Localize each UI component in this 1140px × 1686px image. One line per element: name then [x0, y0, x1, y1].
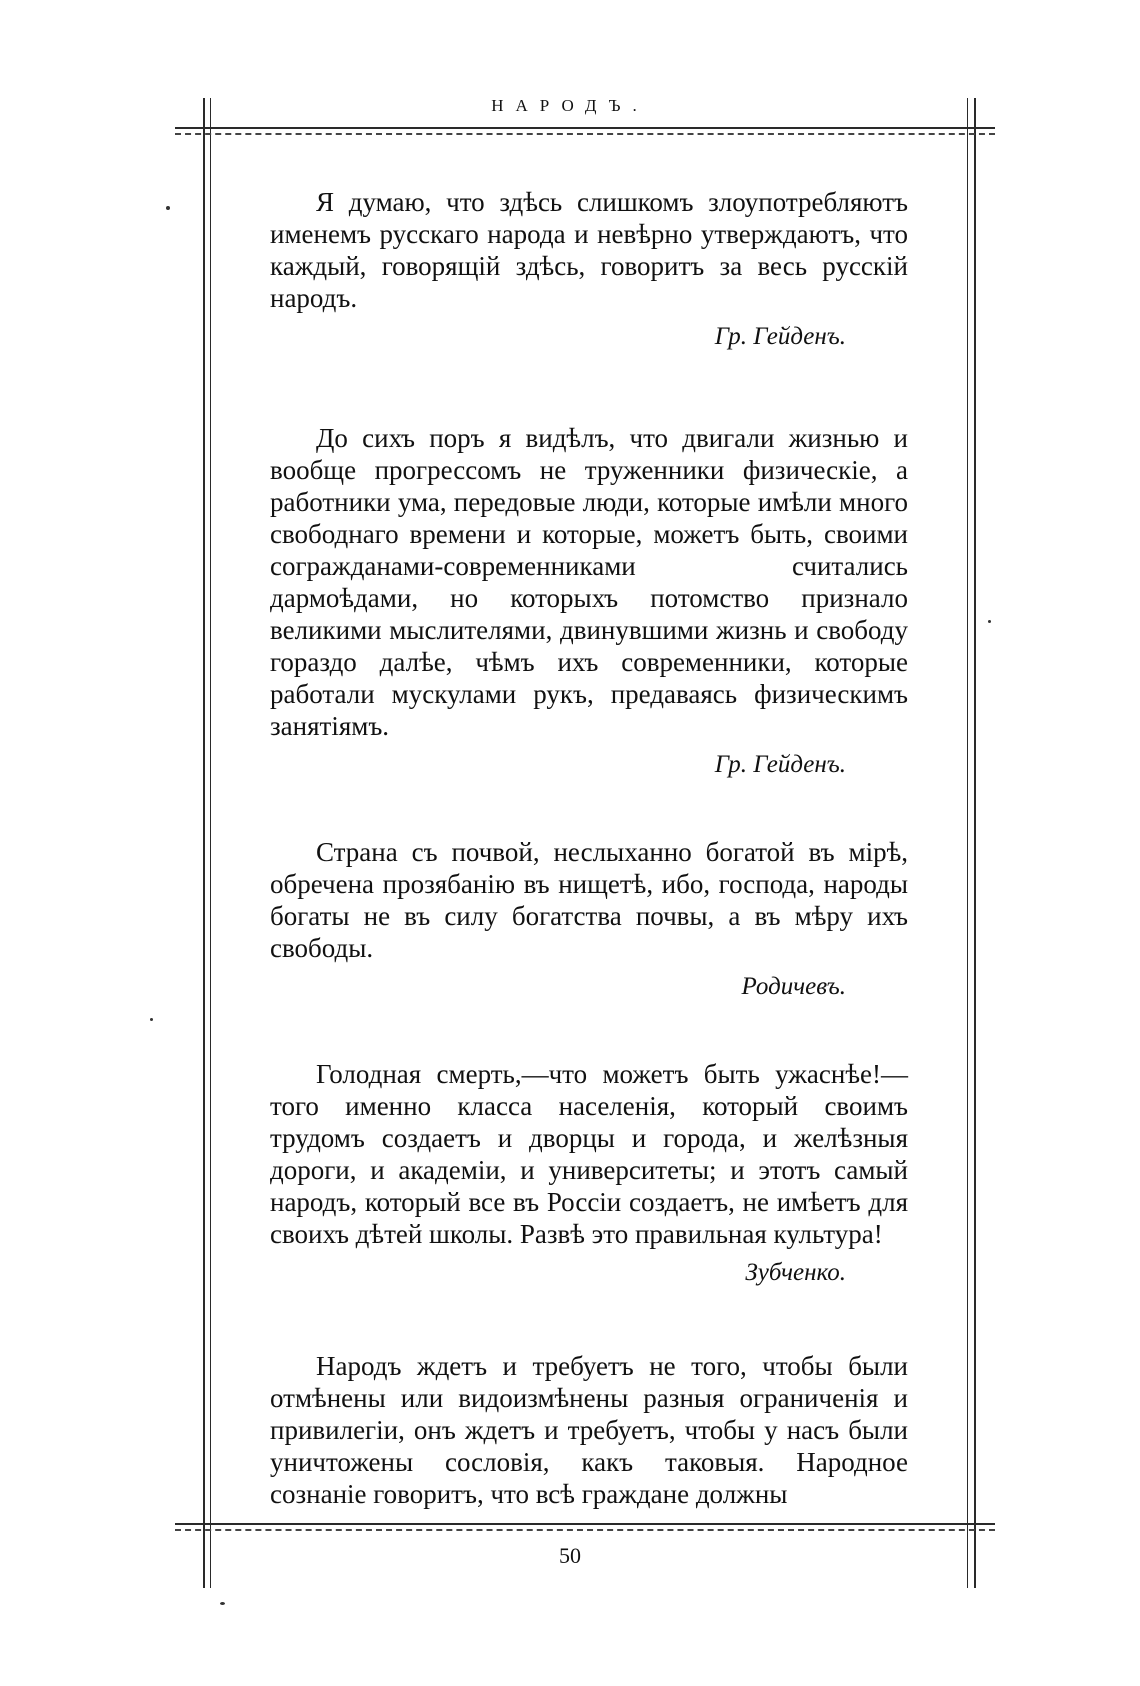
quote-text: До сихъ поръ я видѣлъ, что двигали жизнью и вообще прогрессомъ не труженники физическіе, а работники ума, передовые люди, которые имѣли много свободнаго времени и которые, можетъ быть, своими согражданами-современниками считались дармоѣдами, но которыхъ потомство признало великими мыслителями, двинувшими жизнь и свободу гораздо далѣе, чѣмъ ихъ современники, которые работали мускулами рукъ, предаваясь физическимъ занятіямъ.	[270, 423, 908, 741]
page-number: 50	[559, 1543, 581, 1568]
scan-speck	[988, 620, 991, 623]
frame-left-inner-rule	[210, 98, 211, 1588]
page-body	[270, 186, 908, 1510]
quote-block	[270, 836, 908, 1002]
frame-left-outer-rule	[203, 98, 205, 1588]
quote-author: Гр. Гейденъ.	[714, 751, 846, 778]
frame-right-outer-rule	[974, 98, 976, 1588]
footer-rule-top	[175, 1523, 995, 1525]
quote-text: Голодная смерть,—что можетъ быть ужаснѣе!—того именно класса населенія, который своимъ трудомъ создаетъ и дворцы и города, и желѣзныя дороги, и академіи, и университеты; и этотъ самый народъ, который все въ Россіи создаетъ, не имѣетъ для своихъ дѣтей школы. Развѣ это правильная культура!	[270, 1059, 908, 1249]
scan-speck	[150, 1018, 153, 1021]
quote-author: Гр. Гейденъ.	[714, 323, 846, 350]
quote-block	[270, 186, 908, 352]
quote-text: Народъ ждетъ и требуетъ не того, чтобы были отмѣнены или видоизмѣнены разныя ограниченія и привилегіи, онъ ждетъ и требуетъ, чтобы у насъ были уничтожены сословія, какъ таковыя. Народное сознаніе говоритъ, что всѣ граждане должны	[270, 1351, 908, 1509]
scan-speck	[220, 1602, 225, 1605]
quote-text: Я думаю, что здѣсь слишкомъ злоупотребляютъ именемъ русскаго народа и невѣрно утверждаютъ, что каждый, говорящій здѣсь, говоритъ за весь русскій народъ.	[270, 187, 908, 313]
frame-right-inner-rule	[967, 98, 968, 1588]
header-rule-top	[175, 127, 995, 129]
footer-rule-dashed	[175, 1529, 995, 1531]
scan-speck	[166, 206, 170, 210]
quote-author: Зубченко.	[745, 1259, 846, 1286]
quote-block	[270, 422, 908, 780]
quote-block	[270, 1350, 908, 1510]
quote-block	[270, 1058, 908, 1288]
quote-text: Страна съ почвой, неслыханно богатой въ мірѣ, обречена прозябанію въ нищетѣ, ибо, господа, народы богаты не въ силу богатства почвы, а въ мѣру ихъ свободы.	[270, 837, 908, 963]
running-header: НАРОДЪ.	[491, 96, 649, 115]
header-rule-dashed	[175, 133, 995, 135]
quote-author: Родичевъ.	[741, 973, 846, 1000]
